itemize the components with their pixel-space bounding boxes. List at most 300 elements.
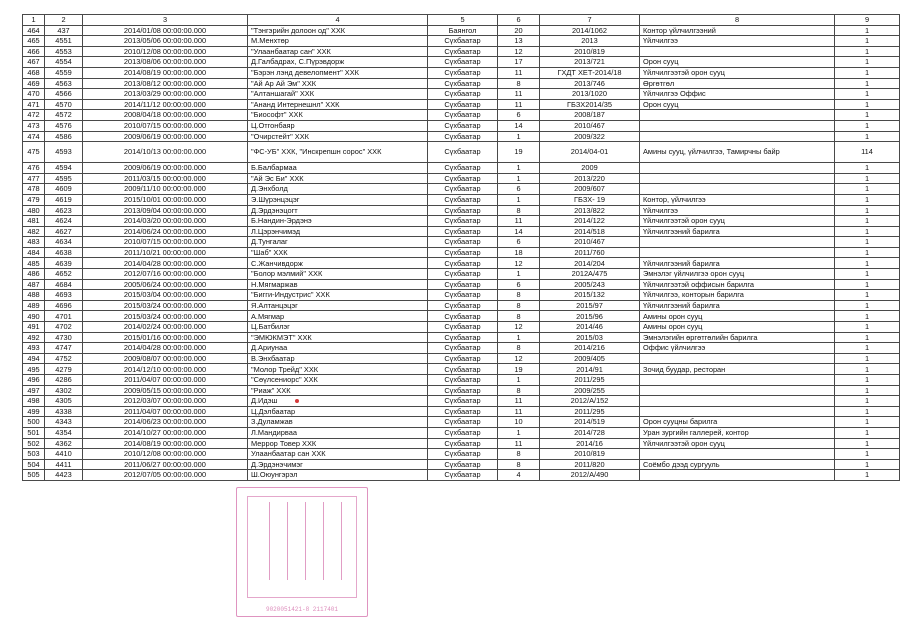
table-cell bbox=[640, 120, 835, 131]
table-cell: 2010/819 bbox=[540, 46, 640, 57]
stamp-script-line bbox=[323, 502, 330, 580]
table-row bbox=[23, 237, 900, 248]
table-cell: 4411 bbox=[45, 459, 83, 470]
table-cell: 1 bbox=[835, 322, 900, 333]
table-cell: 1 bbox=[835, 470, 900, 481]
table-cell: 464 bbox=[23, 25, 45, 36]
table-cell: 503 bbox=[23, 449, 45, 460]
table-row bbox=[23, 36, 900, 47]
table-cell: 4570 bbox=[45, 99, 83, 110]
table-cell: 13 bbox=[498, 36, 540, 47]
table-cell: 8 bbox=[498, 385, 540, 396]
table-cell: 2013/08/12 00:00:00.000 bbox=[83, 78, 248, 89]
table-cell: 2014/04-01 bbox=[540, 142, 640, 163]
table-cell: Сүхбаатар bbox=[428, 438, 498, 449]
table-cell: Меррор Товер ХХК bbox=[248, 438, 428, 449]
table-cell: "Улаанбаатар сан" ХХК bbox=[248, 46, 428, 57]
table-cell: 4559 bbox=[45, 67, 83, 78]
table-cell: "Болор мэлмий" ХХК bbox=[248, 269, 428, 280]
table-cell bbox=[640, 396, 835, 407]
table-cell: Ш.Оюунгэрэл bbox=[248, 470, 428, 481]
table-cell: Сүхбаатар bbox=[428, 131, 498, 142]
table-cell: 4553 bbox=[45, 46, 83, 57]
table-cell: 480 bbox=[23, 205, 45, 216]
table-cell: Д.Галбадрах, С.Пүрэвдорж bbox=[248, 57, 428, 68]
table-cell: 10 bbox=[498, 417, 540, 428]
table-cell: 478 bbox=[23, 184, 45, 195]
table-cell: 2011/06/27 00:00:00.000 bbox=[83, 459, 248, 470]
table-cell: 2014/01/08 00:00:00.000 bbox=[83, 25, 248, 36]
table-cell: 2015/03/24 00:00:00.000 bbox=[83, 300, 248, 311]
table-cell: 4305 bbox=[45, 396, 83, 407]
table-cell: 12 bbox=[498, 322, 540, 333]
table-cell: Эмнэлэгийн өргөтгөлийн барилга bbox=[640, 332, 835, 343]
table-cell: 1 bbox=[835, 353, 900, 364]
table-cell: ГБЗХ- 19 bbox=[540, 194, 640, 205]
table-cell: Соёмбо дээд сургууль bbox=[640, 459, 835, 470]
table-cell: 490 bbox=[23, 311, 45, 322]
table-cell: 4 bbox=[498, 470, 540, 481]
table-cell: 19 bbox=[498, 142, 540, 163]
table-cell: 495 bbox=[23, 364, 45, 375]
table-cell: Сүхбаатар bbox=[428, 470, 498, 481]
table-cell: 1 bbox=[835, 375, 900, 386]
table-cell: 1 bbox=[835, 396, 900, 407]
table-cell: 1 bbox=[835, 36, 900, 47]
table-cell: Сүхбаатар bbox=[428, 364, 498, 375]
table-cell: 487 bbox=[23, 279, 45, 290]
table-cell bbox=[640, 131, 835, 142]
table-cell: 469 bbox=[23, 78, 45, 89]
table-cell bbox=[640, 237, 835, 248]
column-header: 7 bbox=[540, 15, 640, 26]
table-cell: 4701 bbox=[45, 311, 83, 322]
table-cell bbox=[640, 375, 835, 386]
table-row bbox=[23, 110, 900, 121]
table-cell: 2014/06/24 00:00:00.000 bbox=[83, 226, 248, 237]
table-cell: Орон сууцны барилга bbox=[640, 417, 835, 428]
table-cell: 4593 bbox=[45, 142, 83, 163]
table-cell: 2011/04/07 00:00:00.000 bbox=[83, 406, 248, 417]
table-cell: Үйлчилгээтэй оффисын барилга bbox=[640, 279, 835, 290]
table-cell: 1 bbox=[835, 205, 900, 216]
table-cell: 1 bbox=[835, 131, 900, 142]
table-cell: 2015/03 bbox=[540, 332, 640, 343]
table-cell: 4595 bbox=[45, 173, 83, 184]
table-cell: 2009/322 bbox=[540, 131, 640, 142]
table-row bbox=[23, 120, 900, 131]
table-cell: 1 bbox=[835, 46, 900, 57]
table-cell: Сүхбаатар bbox=[428, 385, 498, 396]
table-cell: 2014/10/13 00:00:00.000 bbox=[83, 142, 248, 163]
table-cell: 11 bbox=[498, 99, 540, 110]
table-cell: Сүхбаатар bbox=[428, 173, 498, 184]
table-cell: З.Дуламжав bbox=[248, 417, 428, 428]
table-cell: 6 bbox=[498, 184, 540, 195]
table-row bbox=[23, 25, 900, 36]
table-cell: Зочид буудар, ресторан bbox=[640, 364, 835, 375]
table-cell: Сүхбаатар bbox=[428, 205, 498, 216]
table-cell: 1 bbox=[835, 300, 900, 311]
table-cell: ГБЗХ2014/35 bbox=[540, 99, 640, 110]
table-cell: "Тэнгэрийн долоон од" ХХК bbox=[248, 25, 428, 36]
table-cell: 4286 bbox=[45, 375, 83, 386]
table-cell: 1 bbox=[835, 237, 900, 248]
table-cell: 4684 bbox=[45, 279, 83, 290]
table-row bbox=[23, 311, 900, 322]
table-cell: 1 bbox=[835, 163, 900, 174]
table-cell: 4362 bbox=[45, 438, 83, 449]
table-cell: Сүхбаатар bbox=[428, 57, 498, 68]
table-cell: Үйлчилгээ, конторын барилга bbox=[640, 290, 835, 301]
table-cell: 2014/728 bbox=[540, 427, 640, 438]
table-cell: Үйлчилгээний барилга bbox=[640, 258, 835, 269]
table-row bbox=[23, 459, 900, 470]
table-cell: 4747 bbox=[45, 343, 83, 354]
table-cell: 4638 bbox=[45, 247, 83, 258]
table-row bbox=[23, 332, 900, 343]
table-row bbox=[23, 449, 900, 460]
table-cell: 18 bbox=[498, 247, 540, 258]
table-cell: Сүхбаатар bbox=[428, 46, 498, 57]
table-cell: 4696 bbox=[45, 300, 83, 311]
table-row bbox=[23, 322, 900, 333]
table-cell: 1 bbox=[835, 194, 900, 205]
table-cell: 8 bbox=[498, 290, 540, 301]
table-cell: Үйлчилгээний барилга bbox=[640, 300, 835, 311]
table-row bbox=[23, 375, 900, 386]
table-cell: "Бигги-Индустрис" ХХК bbox=[248, 290, 428, 301]
table-cell: 486 bbox=[23, 269, 45, 280]
table-cell: 1 bbox=[835, 67, 900, 78]
table-cell: Сүхбаатар bbox=[428, 290, 498, 301]
table-cell: 1 bbox=[835, 247, 900, 258]
table-cell: 1 bbox=[835, 57, 900, 68]
table-cell: 2014/11/12 00:00:00.000 bbox=[83, 99, 248, 110]
table-cell: 1 bbox=[835, 364, 900, 375]
table-cell: 2015/97 bbox=[540, 300, 640, 311]
table-row bbox=[23, 99, 900, 110]
table-cell: 482 bbox=[23, 226, 45, 237]
table-cell: 4624 bbox=[45, 216, 83, 227]
table-cell: 4343 bbox=[45, 417, 83, 428]
table-cell bbox=[640, 353, 835, 364]
table-body bbox=[23, 25, 900, 480]
table-cell: Сүхбаатар bbox=[428, 247, 498, 258]
table-cell: 4639 bbox=[45, 258, 83, 269]
table-cell: 4594 bbox=[45, 163, 83, 174]
table-cell: 2012/07/16 00:00:00.000 bbox=[83, 269, 248, 280]
table-cell: Сүхбаатар bbox=[428, 258, 498, 269]
table-cell: Сүхбаатар bbox=[428, 311, 498, 322]
table-cell: 2010/07/15 00:00:00.000 bbox=[83, 237, 248, 248]
table-cell: 1 bbox=[835, 110, 900, 121]
table-cell: 4410 bbox=[45, 449, 83, 460]
table-row bbox=[23, 226, 900, 237]
table-cell: 2009/255 bbox=[540, 385, 640, 396]
table-cell: Үйлчилгээтэй орон сууц bbox=[640, 67, 835, 78]
table-row bbox=[23, 258, 900, 269]
table-cell: 2014/16 bbox=[540, 438, 640, 449]
table-cell: 2009/405 bbox=[540, 353, 640, 364]
table-cell: Сүхбаатар bbox=[428, 322, 498, 333]
table-cell: Н.Мягмаржав bbox=[248, 279, 428, 290]
table-cell: Сүхбаатар bbox=[428, 406, 498, 417]
table-cell: 4551 bbox=[45, 36, 83, 47]
table-cell: 488 bbox=[23, 290, 45, 301]
table-cell: "Шаб" ХХК bbox=[248, 247, 428, 258]
table-cell: 2010/467 bbox=[540, 237, 640, 248]
table-cell: 4423 bbox=[45, 470, 83, 481]
table-cell: 2011/10/21 00:00:00.000 bbox=[83, 247, 248, 258]
table-cell: Үйлчилгээ Оффис bbox=[640, 89, 835, 100]
table-cell: Б.Балбармаа bbox=[248, 163, 428, 174]
table-cell: Улаанбаатар сан ХХК bbox=[248, 449, 428, 460]
column-header: 9 bbox=[835, 15, 900, 26]
table-cell: 1 bbox=[498, 173, 540, 184]
table-cell: Сүхбаатар bbox=[428, 163, 498, 174]
table-row bbox=[23, 470, 900, 481]
table-row bbox=[23, 343, 900, 354]
table-cell bbox=[640, 449, 835, 460]
table-cell: 20 bbox=[498, 25, 540, 36]
table-cell: 4752 bbox=[45, 353, 83, 364]
table-cell: 2014/06/23 00:00:00.000 bbox=[83, 417, 248, 428]
table-cell: Д.Энхболд bbox=[248, 184, 428, 195]
table-cell: 4619 bbox=[45, 194, 83, 205]
stamp-script-line bbox=[287, 502, 294, 580]
table-cell: 11 bbox=[498, 67, 540, 78]
table-cell: Л.Цэрэнчимэд bbox=[248, 226, 428, 237]
table-cell: 481 bbox=[23, 216, 45, 227]
table-cell: 2011/760 bbox=[540, 247, 640, 258]
table-row bbox=[23, 89, 900, 100]
table-cell: Контор, үйлчилгээ bbox=[640, 194, 835, 205]
table-cell: Сүхбаатар bbox=[428, 300, 498, 311]
table-cell: 4702 bbox=[45, 322, 83, 333]
table-cell: 485 bbox=[23, 258, 45, 269]
table-cell: 2009/05/15 00:00:00.000 bbox=[83, 385, 248, 396]
table-cell: 466 bbox=[23, 46, 45, 57]
table-row bbox=[23, 290, 900, 301]
table-cell: Үйлчилгээ bbox=[640, 205, 835, 216]
table-cell: Д.Ариунаа bbox=[248, 343, 428, 354]
table-cell: 2013/220 bbox=[540, 173, 640, 184]
table-cell: 2015/96 bbox=[540, 311, 640, 322]
table-cell: 11 bbox=[498, 89, 540, 100]
table-cell: Сүхбаатар bbox=[428, 279, 498, 290]
table-cell: Сүхбаатар bbox=[428, 396, 498, 407]
table-cell: 2014/216 bbox=[540, 343, 640, 354]
table-cell: "Бэрэн лэнд девелопмент" ХХК bbox=[248, 67, 428, 78]
table-cell: Сүхбаатар bbox=[428, 184, 498, 195]
table-cell: 476 bbox=[23, 163, 45, 174]
table-cell: 1 bbox=[835, 216, 900, 227]
table-cell: 2015/132 bbox=[540, 290, 640, 301]
table-cell: Сүхбаатар bbox=[428, 353, 498, 364]
table-cell: 474 bbox=[23, 131, 45, 142]
table-cell: 1 bbox=[498, 375, 540, 386]
table-cell: 4572 bbox=[45, 110, 83, 121]
table-cell: Контор үйлчилгээний bbox=[640, 25, 835, 36]
table-cell: 2014/12/10 00:00:00.000 bbox=[83, 364, 248, 375]
table-cell: Оффис үйлчилгээ bbox=[640, 343, 835, 354]
table-row bbox=[23, 417, 900, 428]
table-cell: Б.Нандин-Эрдэнэ bbox=[248, 216, 428, 227]
table-cell: Д.Эрдэнэцогт bbox=[248, 205, 428, 216]
table-cell: 477 bbox=[23, 173, 45, 184]
table-cell bbox=[640, 406, 835, 417]
table-cell: 2008/187 bbox=[540, 110, 640, 121]
table-cell: 1 bbox=[835, 417, 900, 428]
table-cell: Сүхбаатар bbox=[428, 269, 498, 280]
table-cell: 8 bbox=[498, 343, 540, 354]
table-cell: Үйлчилгээ bbox=[640, 36, 835, 47]
table-cell: 12 bbox=[498, 353, 540, 364]
table-cell: 2014/46 bbox=[540, 322, 640, 333]
table-cell: Л.Мандирваа bbox=[248, 427, 428, 438]
table-row bbox=[23, 163, 900, 174]
table-cell: 8 bbox=[498, 300, 540, 311]
table-cell: 1 bbox=[835, 427, 900, 438]
table-cell: 437 bbox=[45, 25, 83, 36]
column-header: 8 bbox=[640, 15, 835, 26]
table-cell: 2010/12/08 00:00:00.000 bbox=[83, 449, 248, 460]
table-row bbox=[23, 216, 900, 227]
table-cell: 2009/607 bbox=[540, 184, 640, 195]
table-cell: 1 bbox=[498, 332, 540, 343]
table-cell: 4354 bbox=[45, 427, 83, 438]
table-cell: Ц.Дэлбаатар bbox=[248, 406, 428, 417]
table-cell: 2012/А/152 bbox=[540, 396, 640, 407]
table-cell: 489 bbox=[23, 300, 45, 311]
table-cell: Сүхбаатар bbox=[428, 459, 498, 470]
table-cell: 2010/819 bbox=[540, 449, 640, 460]
table-cell: 1 bbox=[498, 163, 540, 174]
table-cell: Ц.Батбилэг bbox=[248, 322, 428, 333]
table-cell bbox=[640, 46, 835, 57]
table-cell: 6 bbox=[498, 110, 540, 121]
table-cell: 2011/295 bbox=[540, 406, 640, 417]
table-cell: 2015/03/04 00:00:00.000 bbox=[83, 290, 248, 301]
table-cell: 499 bbox=[23, 406, 45, 417]
table-cell: 8 bbox=[498, 459, 540, 470]
table-cell: Амины орон сууц bbox=[640, 322, 835, 333]
table-cell: 502 bbox=[23, 438, 45, 449]
table-cell: Үйлчилгээтэй орон сууц bbox=[640, 438, 835, 449]
table-cell: 1 bbox=[835, 459, 900, 470]
table-cell: 2014/122 bbox=[540, 216, 640, 227]
column-header: 6 bbox=[498, 15, 540, 26]
table-cell: Сүхбаатар bbox=[428, 343, 498, 354]
table-cell: 4279 bbox=[45, 364, 83, 375]
table-cell: 1 bbox=[498, 427, 540, 438]
table-cell: 4586 bbox=[45, 131, 83, 142]
table-cell: 475 bbox=[23, 142, 45, 163]
table-cell: 2014/03/20 00:00:00.000 bbox=[83, 216, 248, 227]
table-cell: 2005/243 bbox=[540, 279, 640, 290]
table-cell: 2014/10/27 00:00:00.000 bbox=[83, 427, 248, 438]
table-cell: 8 bbox=[498, 449, 540, 460]
official-stamp bbox=[236, 487, 368, 617]
table-cell: 6 bbox=[498, 237, 540, 248]
table-row bbox=[23, 406, 900, 417]
stamp-script-line bbox=[341, 502, 348, 580]
table-row bbox=[23, 46, 900, 57]
table-cell: 2013/1020 bbox=[540, 89, 640, 100]
table-cell: Сүхбаатар bbox=[428, 237, 498, 248]
table-cell: 479 bbox=[23, 194, 45, 205]
table-cell: 1 bbox=[835, 258, 900, 269]
table-cell: Сүхбаатар bbox=[428, 216, 498, 227]
table-cell bbox=[640, 184, 835, 195]
table-row bbox=[23, 279, 900, 290]
table-row bbox=[23, 385, 900, 396]
table-cell: 4338 bbox=[45, 406, 83, 417]
table-cell: 1 bbox=[498, 194, 540, 205]
table-cell: 1 bbox=[835, 438, 900, 449]
table-cell: "Очирстейт" ХХК bbox=[248, 131, 428, 142]
table-cell: 1 bbox=[835, 89, 900, 100]
table-cell: 2014/204 bbox=[540, 258, 640, 269]
table-cell: Я.Алтанцэцэг bbox=[248, 300, 428, 311]
table-cell: 2012/03/07 00:00:00.000 bbox=[83, 396, 248, 407]
table-cell: Орон сууц bbox=[640, 99, 835, 110]
table-cell: 1 bbox=[835, 385, 900, 396]
table-cell: 492 bbox=[23, 332, 45, 343]
table-row bbox=[23, 247, 900, 258]
table-cell: 2005/06/24 00:00:00.000 bbox=[83, 279, 248, 290]
table-cell: Э.Шүрэнцэцэг bbox=[248, 194, 428, 205]
table-cell: 2013/746 bbox=[540, 78, 640, 89]
table-cell: Сүхбаатар bbox=[428, 194, 498, 205]
table-cell: 2014/02/24 00:00:00.000 bbox=[83, 322, 248, 333]
table-cell: 504 bbox=[23, 459, 45, 470]
table-cell bbox=[640, 247, 835, 258]
table-cell: Амины сууц, үйлчилгээ, Тамирчны байр bbox=[640, 142, 835, 163]
table-cell: Үйлчилгээтэй орон сууц bbox=[640, 216, 835, 227]
table-cell: 1 bbox=[498, 269, 540, 280]
table-row bbox=[23, 78, 900, 89]
table-cell bbox=[640, 163, 835, 174]
table-cell: 2011/03/15 00:00:00.000 bbox=[83, 173, 248, 184]
table-cell: 17 bbox=[498, 57, 540, 68]
table-row bbox=[23, 67, 900, 78]
table-row bbox=[23, 300, 900, 311]
table-cell: 1 bbox=[835, 269, 900, 280]
table-cell: Сүхбаатар bbox=[428, 36, 498, 47]
table-cell: Сүхбаатар bbox=[428, 332, 498, 343]
table-cell: 2014/1062 bbox=[540, 25, 640, 36]
table-cell: Сүхбаатар bbox=[428, 78, 498, 89]
table-cell: Баянгол bbox=[428, 25, 498, 36]
table-cell: 471 bbox=[23, 99, 45, 110]
table-cell: 465 bbox=[23, 36, 45, 47]
table-cell bbox=[640, 470, 835, 481]
table-cell: 2014/91 bbox=[540, 364, 640, 375]
table-cell: 114 bbox=[835, 142, 900, 163]
table-cell: 1 bbox=[835, 25, 900, 36]
table-cell: 1 bbox=[835, 332, 900, 343]
table-cell bbox=[640, 385, 835, 396]
table-cell: 1 bbox=[835, 290, 900, 301]
table-row bbox=[23, 269, 900, 280]
table-cell: 2009/06/19 00:00:00.000 bbox=[83, 131, 248, 142]
table-cell: 4302 bbox=[45, 385, 83, 396]
table-cell: Сүхбаатар bbox=[428, 89, 498, 100]
table-row bbox=[23, 364, 900, 375]
table-cell: Сүхбаатар bbox=[428, 67, 498, 78]
